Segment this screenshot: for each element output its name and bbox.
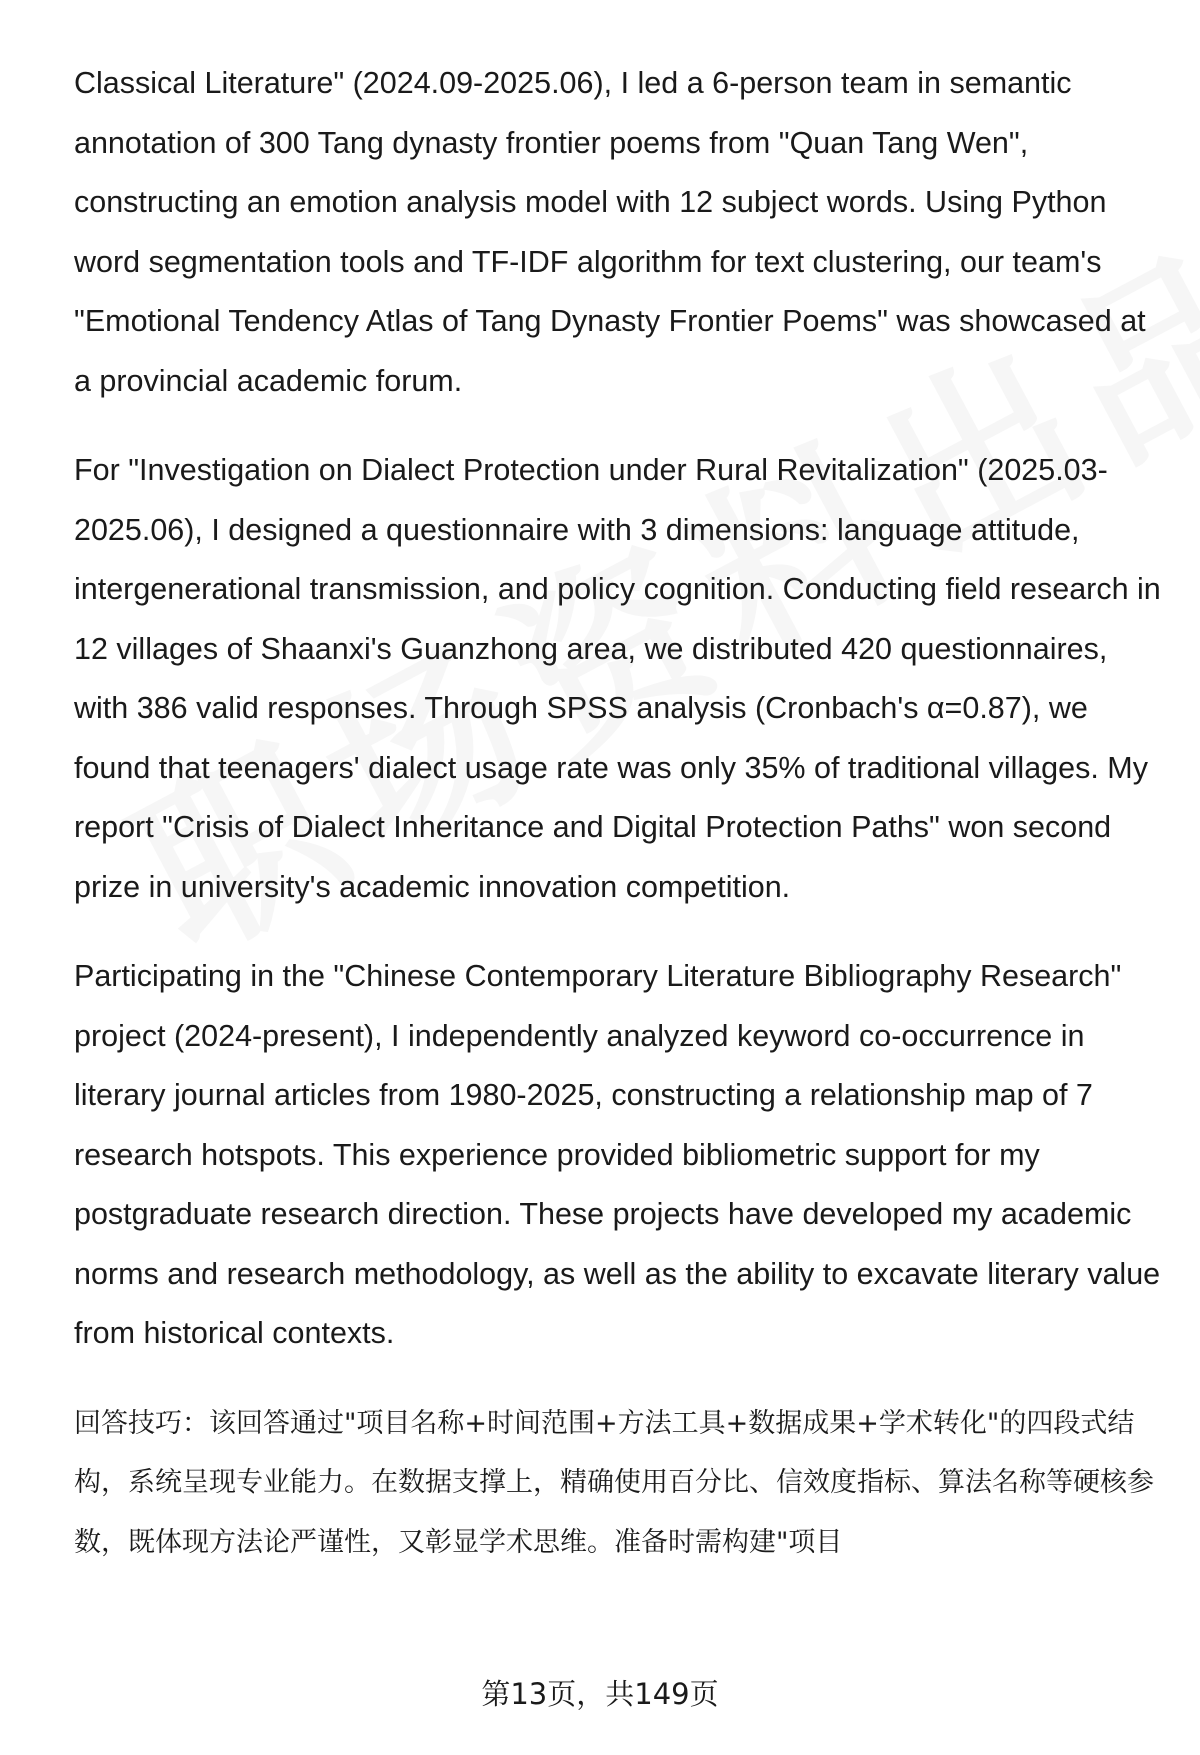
paragraph-dialect-protection: For "Investigation on Dialect Protection under Rural Revitalization" (2025.03-2025.06), I designed a questionnaire with 3 dimensions: language attitude, intergenerational transmission, and policy cognition. Conducting field research in 12 villages of Shaanxi's Guanzhong area, we distributed 420 questionnaires, with 386 valid responses. Through SPSS analysis (Cronbach's α=0.87), we found that teenagers' dialect usage rate was only 35% of traditional villages. My report "Crisis of Dialect Inheritance and Digital Protection Paths" won second prize in university's academic innovation competition.: [74, 453, 1161, 904]
document-body: [74, 54, 1164, 1572]
paragraph-bibliography-research: Participating in the "Chinese Contemporary Literature Bibliography Research" project (2024-present), I independently analyzed keyword co-occurrence in literary journal articles from 1980-2025, constructing a relationship map of 7 research hotspots. This experience provided bibliometric support for my postgraduate research direction. These projects have developed my academic norms and research methodology, as well as the ability to excavate literary value from historical contexts.: [74, 959, 1161, 1350]
answer-tips: 回答技巧：该回答通过"项目名称+时间范围+方法工具+数据成果+学术转化"的四段式结构，系统呈现专业能力。在数据支撑上，精确使用百分比、信效度指标、算法名称等硬核参数，既体现方法论严谨性，又彰显学术思维。准备时需构建"项目: [74, 1407, 1154, 1558]
paragraph-classical-literature: Classical Literature" (2024.09-2025.06), I led a 6-person team in semantic annotation of 300 Tang dynasty frontier poems from "Quan Tang Wen", constructing an emotion analysis model with 12 subject words. Using Python word segmentation tools and TF-IDF algorithm for text clustering, our team's "Emotional Tendency Atlas of Tang Dynasty Frontier Poems" was showcased at a provincial academic forum.: [74, 66, 1146, 398]
page-number: 第13页，共149页: [481, 1677, 719, 1711]
